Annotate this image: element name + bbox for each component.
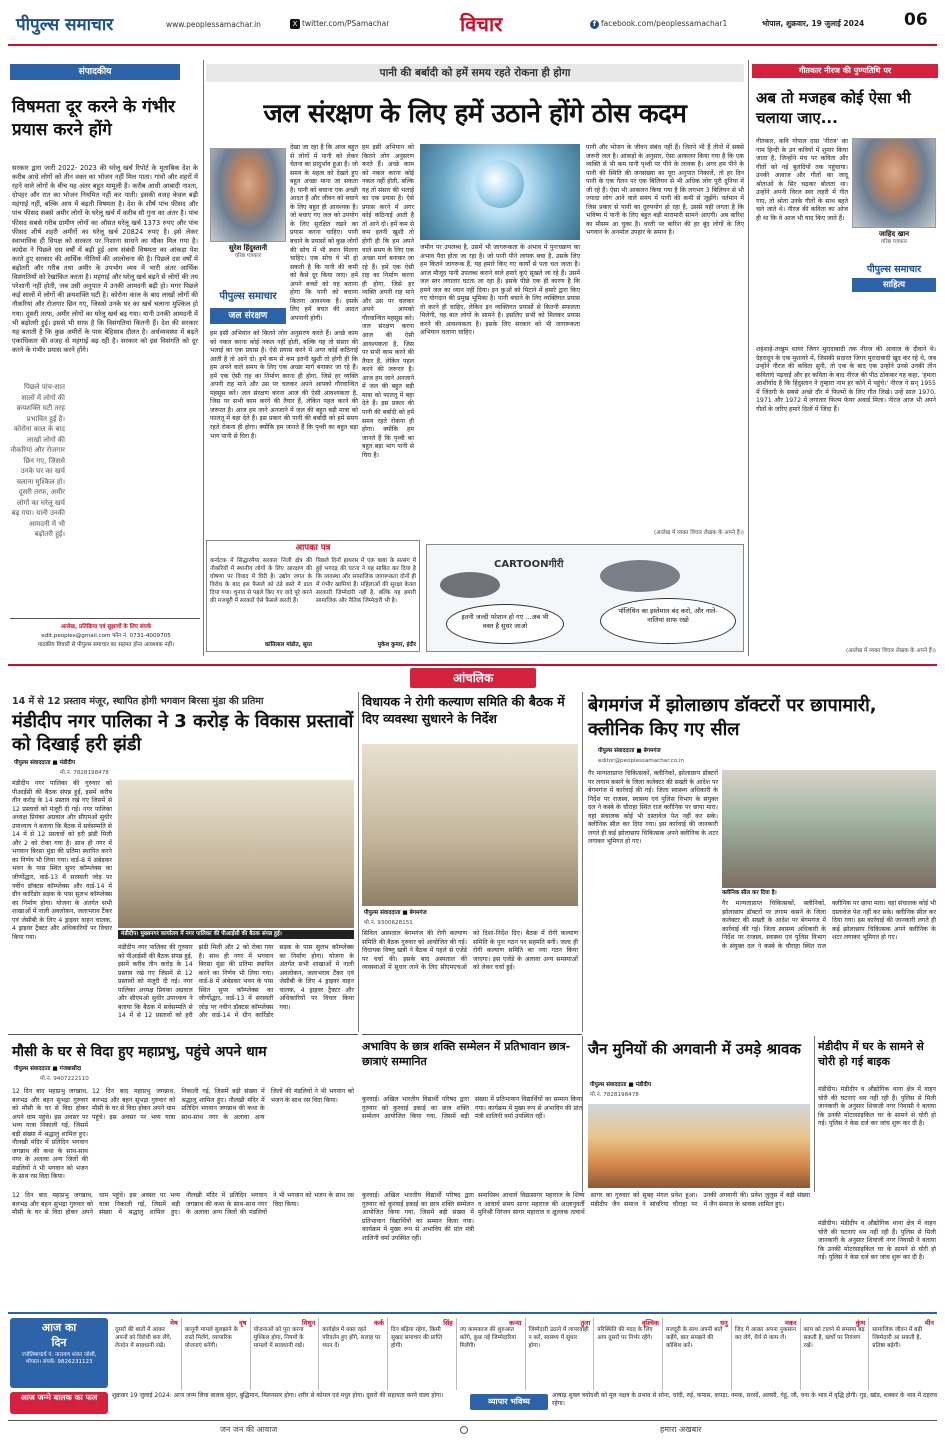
rashi-cell [181,1318,247,1390]
dateline: भोपाल, शुक्रवार, 19 जुलाई 2024 [762,19,865,28]
s1-photo [118,780,354,928]
rashi-text: मजदूरी के साथ अपनी बातें कहेंगे, बात समझने की कोशिश करें। [666,1327,723,1349]
letter-2: पिछले दिनों हाथरस में एक बाबा के सत्संग में हुई भगदड़ की घटना ने यह साबित कर दिया है कि व्यवस्था और सामाजिक जागरूकता दोनों ही में गंभीर खामियां हैं। महिलाओं की सुरक्षा केवल सरकारी जिम्मेदारी नहीं है, बल्कि यह हमारी सामाजिक और नैतिक जिम्मेदारी भी है। [316,558,416,604]
rashi-text: कार्यक्षेत्र में वक्त रहते परिवर्तन हुए होंगे, सलाह पर ध्यान दें। [322,1327,381,1349]
letters-title: आपका पत्र [280,542,346,554]
child-title: आज जन्मे बालक का फल [10,1392,108,1414]
horoscope-box [10,1318,108,1388]
rashi-text: नए कामकाज की शुरुआत करेंगे, कुछ नई जिम्मेदारियां मिलेंगी। [459,1327,517,1349]
rashi-name: वृश्चिक [641,1319,659,1327]
editorial-tag: संपादकीय [10,64,180,80]
section-title: विचार [460,12,503,36]
rashi-name: कुंभ [855,1319,866,1327]
x-icon: X [290,19,300,29]
main-col1: देखा जा रहा है कि आज बहुत से लोगों में पानी को लेकर चेतना का प्रादुर्भाव हुआ है। जो समय के महत्व को देखते हुए बहुत अच्छा माना जा सकता है। पानी को बचाना एक अच्छी आदत है और जीवन को बचाने के लिए बहुत ही आवश्यक है। जो बचाए गए जल को उपयोग के लिए सुरक्षित रखने का प्रयास करना चाहिए। पानी बचाने के प्रयासों को कुछ लोगों की सोच में भी स्थान मिलना चाहिए। एक सोच ये भी हो सकती है कि पानी की कमी को कैसे दूर किया जाए। हमें अपने बच्चों को यह बताना होगा कि पानी को बचाना कितना आवश्यक है। इसके लिए हमें बचत की आदत अपनानी होगी। [290,144,358,322]
rashi-grid [112,1318,937,1390]
s5-body: समाधिस्थ आचार्य विद्यासागर महाराज के शिष्य व आचार्य समय सागर महाराज की आज्ञानुवर्ती मुनिश्री निरंजन सागर महाराज व क्षुल्लक तत्वार्थ सागर का गुरुवार को सुबह मंगल प्रवेश हुआ। मंडीदीप जैन समाज ने सांवरिया चौराहा पर उनकी अगवानी की। प्रवेश जुलूस में बड़ी संख्या में जैन समाज के श्रावक शामिल हुए। [478,1192,810,1217]
rashi-text: काम को टालने से समस्या बढ़ सकती है, खर्चों पर नियंत्रण रखें। [803,1327,865,1349]
literature-divider [748,60,749,656]
page-number: 06 [904,10,928,30]
badge-topic: जल संरक्षण [210,308,286,324]
facebook-icon: f [590,20,599,29]
horoscope-astrologer: ज्योतिषाचार्य पं. नारायण शंकर जोशी, भोपाल। संपर्क: 9826231123 [21,1352,97,1366]
rashi-cell [250,1318,316,1390]
regional-rule-mid-2 [362,1034,582,1035]
rashi-cell [456,1318,522,1390]
regional-band: आंचलिक [410,668,536,688]
editorial-body: सरकार द्वारा जारी 2022- 2023 की घरेलू खर्च रिपोर्ट के मुताबिक देश के करीब आधे लोगों को तीन वक्त का भोजन नहीं मिल पाता। गांवों और शहरों में रहने वाले लोगों के बीच यह अंतर बहुत मामूली है। करीब आधी आबादी नाश्ता, दोपहर और रात का भोजन नियमित नहीं कर पाती। इसकी वजह केवल बढ़ी महंगाई नहीं, बल्कि आय में बढ़ती विषमता है। देश के शीर्ष पांच फीसद और पांच फीसद सबसे अमीर लोगों के घरेलू खर्च में करीब सौ गुना का अंतर है। पांच फीसद सबसे गरीब ग्रामीण लोगों का औसत घरेलू खर्च 1373 रुपए और पांच फीसद शीर्ष शहरी अमीरों का घरेलू खर्च 20824 रुपए है। इसे लेकर स्वाभाविक ही विपक्ष को सरकार पर निशाना साधने का मौका मिल गया है। कांग्रेस ने पिछले दस वर्षों में बढ़ी हुई आय संबंधी विषमता का आंकड़ा पेश करते हुए सरकार की आर्थिक नीतियों की आलोचना की है। पिछले दस वर्षों में बढ़ोतरी और गरीब तथा अमीर के उपभोग व्यय में भारी अंतर आर्थिक विसंगतियों को रेखांकित करता है। महंगाई और घरेलू खर्च बढ़ने से लोगों की तय परेशानी नहीं होती, जब उसी अनुपात में उनकी आमदनी बढ़ी हो। मगर पिछले कई सालों में लोगों की क्रयशक्ति घटी है। कोरोना काल के बाद लाखों लोगों की नौकरियां और रोजगार छिन गए, जिससे उनके घर का खर्च चलाना मुश्किल हो गया। दूसरी तरफ, अमीर लोगों का घरेलू खर्च बढ़ गया। यानी उनकी आमदनी में भी बढ़ोतरी हुई। इससे भी साफ है कि विसंगतियां कितनी हैं। देश की सरकार यह बताती है कि कुछ अमीरों के पास बेहिसाब दौलत है। अर्थव्यवस्था में बढ़ते एकाधिकार की वजह से महंगाई बढ़ रही है। सरकार को इस विसंगति को दूर करने के गंभीर प्रयास करने होंगे। [12,164,198,354]
rashi-text: कानूनी मामले सुलझाने के रास्ते मिलेंगे, व्यापारिक योजनाएं बनेंगी। [184,1327,238,1349]
s1-caption: मंडीदीप। मुख्यनगर कार्यालय में नगर पालिका की पीआईसी की बैठक संपन्न हुई। [118,930,354,939]
s3-byline: पीपुल्स संवाददाता ■ बेगमगंज [598,748,661,754]
regional-divider-4 [814,1036,815,1192]
s6-body-a: 12 दिन बाद महाप्रभु जगन्नाथ, बलभद्र और बहन सुभद्रा गुरुवार को मौसी के घर से विदा होकर अपने धाम पहुंचे। इस अवसर पर भव्य यात्रा निकाली गई, जिसमें बड़ी संख्या में श्रद्धालु शामिल हुए। नौलखी मंदिर में प्रतिदिन भगवान जगन्नाथ की कथा के साथ-साथ नगर के अलावा अन्य जिलों की मंडलियों ने भी भगवान को भजन के साथ रस विदा किया। [12,1088,88,1181]
s2-body: सिविल अस्पताल बेगमगंज की रोगी कल्याण समिति की बैठक गुरुवार को आयोजित की गई। विधायक विष्णु खत्री ने बैठक में पहले से एजेंडे पर चर्चा की। इसके बाद अस्पताल की व्यवस्थाओं में सुधार लाने के लिए सीएमएचओ को दिशा-निर्देश दिए। बैठक में रोगी कल्याण समिति के पुनः गठन पर सहमति बनी। जल्द ही रोगी कल्याण समिति का नया गठन किया जाएगा। इस एजेंडे के अलावा अन्य समस्याओं को लेकर चर्चा हुई। [362,930,578,972]
editorial-footer-note: पाठकीय विचारों से पीपुल्स समाचार का सहमत होना आवश्यक नहीं। [37,642,175,648]
s1-mobile: मो.नं. 7828198478 [60,770,109,776]
s1-body-b: मंडीदीप नगर पालिका की गुरुवार को पीआईसी की बैठक संपन्न हुई, इसमें करीब तीन करोड़ के 14 प्रस्ताव रखे गए जिसमें से 12 प्रस्तावों को मंजूरी दी गई। नगर पालिका अध्यक्ष प्रियंका अग्रवाल और सीएमओ सुधीर उपाध्याय ने बताया कि बैठक में सर्वसम्मति से 14 में से 12 प्रस्तावों को हरी झंडी मिली और 2 को रोका गया है। साथ ही नगर में भगवान बिरसा मुंडा की प्रतिमा स्थापित करने का निर्णय भी लिया गया। वार्ड-8 में अंबेडकर भवन के पास स्थित सुपर कॉम्प्लेक्स का जीर्णोद्धार, वार्ड-13 में सरस्वती जोड़ पर नवीन डॉक्टस कॉम्प्लेक्स और वार्ड-14 में ग्रीन कार्रिडोर सड़क के पास सुलभ कॉम्प्लेक्स का निर्माण होगा। योजना के अंतर्गत सभी शाखाओं में नाली अवलोकन, जलाभराव टैंकर एवं जेसीबी के लिए 4 ड्राइवर वाहन चालक, 4 ड्राइवर ट्रैक्टर और अधिकारियों पर विचार किया गया। [118,944,354,1020]
s5-byline: पीपुल्स संवाददाता ■ मंडीदीप [590,1082,652,1088]
regional-divider-2 [582,692,583,1032]
rashi-cell [318,1318,384,1390]
rashi-cell [662,1318,728,1390]
author-photo [210,148,286,242]
twitter-handle[interactable] [290,19,389,29]
main-footnote: (आलेख में व्यक्त विचार लेखक के अपने हैं।) [653,530,744,536]
regional-divider-1 [358,692,359,1032]
editorial-footer-rule [10,618,200,619]
main-kicker: पानी की बर्बादी को हमें समय रहते रोकना ही होगा [379,67,571,79]
s2-mobile: मो.नं. 9300628151 [364,920,413,926]
s3-caption: क्लीनिक सील कर दिया है। [722,890,777,896]
s4-body: कुरवाई। अखिल भारतीय विद्यार्थी परिषद द्वारा गुरुवार को कुरवाई इकाई का छात्र शक्ति सम्मेलन आयोजित किया गया, जिसमें बड़ी संख्या में प्रतिभावान विद्यार्थियों का सम्मान किया गया। कार्यक्रम में मुख्य रूप से अभाविप की प्रांत मंत्री शालिनी वर्मा उपस्थित रहीं। [362,1096,582,1121]
editorial-divider [203,60,204,656]
footer-right: हमारा अखबार [660,1425,702,1434]
main-col2-lower: हम इसी अभियान को कितने लोग अनुसरण करते हैं। अच्छे काम को नकल करना कोई नकल नहीं होती, बल्कि यह तो संसार की भलाई का एक प्रयास है। ऐसे प्रयास करने में अगर कोई कठिनाई आती है तो आने दो। हमें कम से कम इतनी खुशी तो होगी ही कि हम अपने वाले समय के लिए एक अच्छा मार्ग बनाकर जा रहे हैं। हमें एक ऐसी राह का निर्माण करना ही होगा, जिसे हर व्यक्ति अपनी राह माने और उस पर चलकर अपने आपको गौरवान्वित महसूस करे। जल संरक्षण करना आज की ऐसी आवश्यकता है, जिस पर सभी काम करने की तैयार हैं, लेकिन पहल करने की जरूरत है। आज हम जाने अनजाने में जल की बहुत बड़ी मात्रा को फालतू में बहा देते हैं। इस प्रकार की पानी की बर्बादी को हमें समय रहते रोकना ही होगा। क्योंकि हम जानते हैं कि पृथ्वी का बहुत बड़ा भाग पानी से घिरा है। [210,330,358,440]
s5-mobile: मो.नं. 7828198478 [590,1092,639,1098]
rashi-name: धनु [720,1319,728,1327]
regional-rule [8,664,937,666]
literature-author-name: जाहिद खान [878,230,910,238]
horoscope-title-2: दिन [51,1336,67,1349]
badge-brand: पीपुल्स समाचार [219,291,277,302]
rashi-text: जिद में आकर अपना नुकसान कर लेंगे, धैर्य से काम लें। [734,1327,796,1341]
trade-text: आषाढ़ शुक्ल त्रयोदशी को मूल नक्षत्र के प्रभाव से सोना, चांदी, रुई, कपास, कपड़ा, नमक, सरसों, अलसी, गेहूं, जौ, चना के भाव में वृद्धि होगी। गुड़, खांड, शक्कर के भाव में ठहराव रहेगा। [552,1392,937,1408]
rashi-name: वृष [239,1319,247,1327]
s6-body-b: 12 दिन बाद महाप्रभु जगन्नाथ, बलभद्र और बहन सुभद्रा गुरुवार को मौसी के घर से विदा होकर अपने धाम पहुंचे। इस अवसर पर भव्य यात्रा निकाली गई, जिसमें बड़ी संख्या में श्रद्धालु शामिल हुए। नौलखी मंदिर में प्रतिदिन भगवान जगन्नाथ की कथा के साथ-साथ नगर के अलावा अन्य जिलों की मंडलियों ने भी भगवान को भजन के साथ रस विदा किया। [92,1088,354,1121]
literature-author-photo [852,138,936,228]
rashi-text: जिम्मेदारी उठाने में लापरवाही न करें, स्वास्थ्य में सुधार होगा। [528,1327,589,1349]
main-headline: जल संरक्षण के लिए हमें उठाने होंगे ठोस कदम [263,99,687,129]
literature-body-2: शहंशाहे-तरन्नुम शायर जिगर मुरादाबादी तक नीरज की आवाज के दीवाने थे। देहरादून के एक मुशायरे में, जिसकी सदारत जिगर मुरादाबादी खुद कर रहे थे, जब उन्होंने नीरज की कविता सुनी, तो एक के बाद एक उन्होंने उनसे उनकी तीन कविताएं पढ़वाईं और हर कविता के बाद नीरज की पीठ ठोककर यह कहा, 'हमारा आशीर्वाद है कि हिंदुस्तान ने तुम्हारा नाम हर कोने में पहुंचे।' नीरज ने सन् 1955 में जिंदगी के सबसे अच्छे दौर में फिल्मों के लिए गीत लिखे। उन्हें साल 1970, 1971 और 1972 में लगातार फिल्म फेयर अवार्ड मिला। नीरज आज भी अपने गीतों के जरिए हमारे दिलों में जिंदा हैं। [756,346,936,413]
s3-body-a: गैर मान्यताप्राप्त चिकित्सकों, क्लीनिकों, झोलाछाप डॉक्टरों पर लगाम कसने के जिला कलेक्टर की सख्ती के आदेश पर बेगमगंज में कार्रवाई की गई। जिला स्वास्थ्य अधिकारी के निर्देश पर राजस्व, स्वास्थ्य एवं पुलिस विभाग के संयुक्त दल ने कस्बे के चौराहा स्थित राज क्लीनिक पर छापा मारा। वहां संचालक कोई भी दस्तावेज पेश नहीं कर सके। क्लीनिक सील कर दिया गया। इस कार्रवाई की जानकारी लगते ही कई झोलाछाप चिकित्सक अपने क्लीनिक के शटर लगाकर भूमिगत हो गए। [588,770,718,846]
s7-body-more: मंडीदीप। मंडीदीप व औद्योगिक थाना क्षेत्र में वाहन चोरी की घटनाएं थम नहीं रही हैं। पुलिस से मिली जानकारी के अनुसार शिवाजी नगर निवासी ने बताया कि उनकी मोटरसाइकिल घर के सामने से चोरी हो गई। पुलिस ने केस दर्ज कर जांच शुरू कर दी है। [818,1220,936,1262]
regional-rule-mid-1 [8,1034,358,1035]
rashi-name: कन्या [509,1319,522,1327]
s5-photo [588,1104,810,1188]
s3-email[interactable]: editor@peoplessamachar.co.in [598,758,685,764]
masthead [8,12,937,42]
cartoon-cloud-right [600,560,680,592]
s1-kicker: 14 में से 12 प्रस्ताव मंजूर, स्थापित होगी भगवान बिरसा मुंडा की प्रतिमा [12,696,264,707]
rashi-cell [800,1318,866,1390]
cartoon-bubble-2: पॉलिथिन का इस्तेमाल बंद करो, और नाले-नालियां साफ रखो [600,598,736,644]
literature-headline: अब तो मजहब कोई ऐसा भी चलाया जाए... [756,89,911,128]
header-rule [8,44,937,46]
s3-headline: बेगमगंज में झोलाछाप डॉक्टरों पर छापामारी, क्लीनिक किए गए सील [588,695,877,741]
facebook-handle[interactable] [590,19,727,29]
s7-headline: मंडीदीप में घर के सामने से चोरी हो गई बाइक [818,1040,924,1068]
s4-body-more: कुरवाई। अखिल भारतीय विद्यार्थी परिषद द्वारा गुरुवार को कुरवाई इकाई का छात्र शक्ति सम्मेलन आयोजित किया गया, जिसमें बड़ी संख्या में प्रतिभावान विद्यार्थियों का सम्मान किया गया। कार्यक्रम में मुख्य रूप से अभाविप की प्रांत मंत्री शालिनी वर्मा उपस्थित रहीं। [362,1192,474,1242]
horoscope-rule [8,1312,937,1314]
s2-photo [362,744,578,906]
author-role: वरिष्ठ पत्रकार [234,253,262,259]
literature-footnote: (आलेख में व्यक्त विचार लेखक के अपने हैं।) [845,648,936,654]
trade-title: व्यापार भविष्य [470,1394,548,1410]
literature-tag: गीतकार नीरज की पुण्यतिथि पर [752,64,938,78]
rashi-name: तुला [580,1319,591,1327]
main-col4: पानी और भोजन के जीवन संबंध नहीं हैं। जितने भी हैं तीनों में सबसे जरूरी जल है। आंकड़ों के अनुसार, ऐसा आकलन किया गया है कि एक व्यक्ति से भी कम पानी पृथ्वी पर पीने के लायक है। अगर हम पीने के पानी की स्थिति की जनसंख्या का पूरा अनुपात निकालें, तो हर दिन पानी के एक गैलन पर एक बिलियन से भी अधिक लोग पूरी दुनिया में जी रहे हैं। ऐसा भी आकलन किया गया है कि लगभग 3 बिलियन से भी ज्यादा लोग आने वाले समय में पानी की कमी से जूझेंगे। वर्तमान में जिस प्रकार से पानी का दुरुपयोग हो रहा है, उससे यही लगता है कि भविष्य में पानी के लिए बहुत बड़ी मारामारी सामने आएगी। अब बारिश का मौसम आ चुका है। धरती पर बारिश की हर बूंद लोगों के लिए भगवान के अनमोल उपहार के समान है। [586,144,744,237]
author-name: सुरेश हिंदुस्तानी [228,244,268,252]
main-col2: हम इसी अभियान को कितने लोग अनुसरण करते हैं। अच्छे काम को नकल करना कोई नकल नहीं होती, बल्कि यह तो संसार की भलाई का एक प्रयास है। ऐसे प्रयास करने में अगर कोई कठिनाई आती है तो आने दो। हमें कम से कम इतनी खुशी तो होगी ही कि हम अपने वाले समय के लिए एक अच्छा मार्ग बनाकर जा रहे हैं। हमें एक ऐसी राह का निर्माण करना ही होगा, जिसे हर व्यक्ति अपनी राह माने और उस पर चलकर अपने आपको गौरवान्वित महसूस करे। जल संरक्षण करना आज की ऐसी आवश्यकता है, जिस पर सभी काम करने की तैयार हैं, लेकिन पहल करने की जरूरत है। आज हम जाने अनजाने में जल की बहुत बड़ी मात्रा को फालतू में बहा देते हैं। इस प्रकार की पानी की बर्बादी को हमें समय रहते रोकना ही होगा। क्योंकि हम जानते हैं कि पृथ्वी का बहुत बड़ा भाग पानी से घिरा है। [362,144,414,459]
regional-divider-3 [582,1036,583,1192]
s6-body-more: 12 दिन बाद महाप्रभु जगन्नाथ, बलभद्र और बहन सुभद्रा गुरुवार को मौसी के घर से विदा होकर अपने धाम पहुंचे। इस अवसर पर भव्य यात्रा निकाली गई, जिसमें बड़ी संख्या में श्रद्धालु शामिल हुए। नौलखी मंदिर में प्रतिदिन भगवान जगन्नाथ की कथा के साथ-साथ नगर के अलावा अन्य जिलों की मंडलियों ने भी भगवान को भजन के साथ रस विदा किया। [12,1192,354,1217]
rashi-name: कर्क [374,1319,384,1327]
water-globe-photo [420,144,580,240]
rashi-name: मकर [784,1319,797,1327]
rashi-cell [731,1318,797,1390]
s7-body: मंडीदीप। मंडीदीप व औद्योगिक थाना क्षेत्र में वाहन चोरी की घटनाएं थम नहीं रही हैं। पुलिस से मिली जानकारी के अनुसार शिवाजी नगर निवासी ने बताया कि उनकी मोटरसाइकिल घर के सामने से चोरी हो गई। पुलिस ने केस दर्ज कर जांच शुरू कर दी है। [818,1086,936,1128]
rashi-name: मिथुन [301,1319,316,1327]
website-link[interactable]: www.peoplessamachar.in [166,20,261,29]
rashi-text: दूसरों की बातों में आकर अपनों को विरोधी बना लेंगे, लेनदेन में सावधानी रखें। [115,1327,172,1349]
s3-body-b: गैर मान्यताप्राप्त चिकित्सकों, क्लीनिकों, झोलाछाप डॉक्टरों पर लगाम कसने के जिला कलेक्टर की सख्ती के आदेश पर बेगमगंज में कार्रवाई की गई। जिला स्वास्थ्य अधिकारी के निर्देश पर राजस्व, स्वास्थ्य एवं पुलिस विभाग के संयुक्त दल ने कस्बे के चौराहा स्थित राज क्लीनिक पर छापा मारा। वहां संचालक कोई भी दस्तावेज पेश नहीं कर सके। क्लीनिक सील कर दिया गया। इस कार्रवाई की जानकारी लगते ही कई झोलाछाप चिकित्सक अपने क्लीनिक के शटर लगाकर भूमिगत हो गए। [722,900,936,950]
s6-mobile: मो.नं. 9407222110 [40,1076,89,1082]
main-kicker-bar [206,64,744,82]
editorial-pullquote: पिछले पांच-सात सालों में लोगों की क्रयशक्ति घटी तरह प्रभावित हुई है। कोरोना काल के बाद लाखों लोगों की नौकरियां और रोजगार छिन गए, जिससे उनके घर का खर्च चलाना मुश्किल हो। दूसरी तरफ, अमीर लोगों का घरेलू खर्च बढ़ गया। यानी उनकी आमदनी में भी बढ़ोतरी हुई। [10,382,68,576]
rashi-name: मेष [170,1319,178,1327]
cartoon-cloud-left [440,572,500,598]
literature-badge-topic: साहित्य [852,278,936,292]
editorial-footer-contact: आलेख, प्रतिक्रिया एवं सुझावों के लिए संपर्क [60,624,152,630]
s5-headline: जैन मुनियों की अगवानी में उमड़े श्रावक [588,1040,801,1058]
s1-headline: मंडीदीप नगर पालिका ने 3 करोड़ के विकास प्रस्तावों को दिखाई हरी झंडी [12,711,354,756]
s2-headline: विधायक ने रोगी कल्याण समिति की बैठक में दिए व्यवस्था सुधारने के निर्देश [362,694,565,726]
brand-logo: पीपुल्स समाचार [16,15,114,35]
rashi-cell [525,1318,591,1390]
facebook-text: facebook.com/peoplessamachar1 [601,19,728,28]
rashi-cell [593,1318,659,1390]
literature-body: गीतकार, कवि गोपाल दास 'नीरज' का नाम हिन्दी के उन कवियों में शुमार किया जाता है, जिन्होंने मंच पर कविता और गीतों को नई बुलंदियों तक पहुंचाया। उनकी आवाज और गीतों का जादू श्रोताओं के सिर चढ़कर बोलता था। उन्होंने अपनी विरल स्वर लहरी में गीत गाए, तो श्रोता उनके गीतों के साथ बहते चले जाते थे। नीरज की कविता का ओज ही था कि वे आज भी याद किए जाते हैं। [756,138,848,222]
s6-byline: पीपुल्स संवाददाता ■ गंजबासौदा [14,1066,82,1072]
horoscope-title-1: आज का [41,1321,77,1334]
letter-1-sign: कांतिलाल मांडोत, सूरत [264,642,312,648]
rashi-name: मीन [924,1319,934,1327]
s3-photo [722,770,936,888]
rashi-cell [868,1318,934,1390]
literature-author-role: वरिष्ठ पत्रकार [880,239,908,245]
editorial-footer-email[interactable]: edit.peoples@gmail.com फोन नं. 0731-4009705 [41,633,171,639]
s1-body-a: मंडीदीप नगर पालिका की गुरुवार को पीआईसी की बैठक संपन्न हुई, इसमें करीब तीन करोड़ के 14 प्रस्ताव रखे गए जिसमें से 12 प्रस्तावों को मंजूरी दी गई। नगर पालिका अध्यक्ष प्रियंका अग्रवाल और सीएमओ सुधीर उपाध्याय ने बताया कि बैठक में सर्वसम्मति से 14 में से 12 प्रस्तावों को हरी झंडी मिली और 2 को रोका गया है। साथ ही नगर में भगवान बिरसा मुंडा की प्रतिमा स्थापित करने का निर्णय भी लिया गया। वार्ड-8 में अंबेडकर भवन के पास स्थित सुपर कॉम्प्लेक्स का जीर्णोद्धार, वार्ड-13 में सरस्वती जोड़ पर नवीन डॉक्टस कॉम्प्लेक्स और वार्ड-14 में ग्रीन कार्रिडोर सड़क के पास सुलभ कॉम्प्लेक्स का निर्माण होगा। योजना के अंतर्गत सभी शाखाओं में नाली अवलोकन, जलाभराव टैंकर एवं जेसीबी के लिए 4 ड्राइवर वाहन चालक, 4 ड्राइवर ट्रैक्टर और अधिकारियों पर विचार किया गया। [12,780,112,941]
rashi-name: सिंह [443,1319,453,1327]
s4-headline: अभाविप के छात्र शक्ति सम्मेलन में प्रतिभावान छात्र-छात्राएं सम्मानित [362,1040,571,1068]
registration-mark [460,1426,468,1434]
rashi-cell [387,1318,453,1390]
editorial-headline: विषमता दूर करने के गंभीर प्रयास करने होंगे [12,97,175,140]
child-text: शुक्रवार 19 जुलाई 2024: आज जन्म लिया बालक सुंदर, बुद्धिमान, मिलनसार होगा। शरीर से कोमल एवं मधुर होगा। दूसरों की सहायता करने वाला होगा। [112,1392,444,1399]
cartoon-bubble-1: इतनी जल्दी परेशान हो गए ...अब भी वक्त है सुधर जाओ [446,604,564,644]
s2-byline: पीपुल्स संवाददाता ■ बेगमगंज [364,910,427,916]
footer-left: जन जन की आवाज [220,1425,278,1434]
rashi-cell [112,1318,178,1390]
twitter-text: twitter.com/PSamachar [302,19,390,28]
footer-rule [8,1420,937,1421]
rashi-text: सामाजिक जीवन में बड़ी जिम्मेदारी आ सकती है, प्रतिष्ठा बढ़ेगी। [872,1327,923,1349]
s6-headline: मौसी के घर से विदा हुए महाप्रभु, पहुंचे अपने धाम [12,1044,267,1060]
rashi-text: दिन बढ़िया रहेगा, किसी सुखद समाचार की प्राप्ति होगी। [391,1327,443,1349]
literature-badge-brand: पीपुल्स समाचार [866,264,922,275]
rashi-text: योजनाओं को पूरा करना मुश्किल होगा, नियमों के मामलों में सावधानी रखें। [253,1327,305,1349]
main-col3: जमीन पर उपलब्ध है, उसमें भी जागरूकता के अभाव में पुनःचक्रण का अभाव पैदा होता जा रहा है। जो पानी पीने लायक बचा है, उसके लिए हम कितने जागरूक हैं, यह हमारे किए गए कार्यों से पता चल जाता है। आज मौजूद पानी उपलब्ध कराने वाले हमारे कुएं सूखते जा रहे हैं। उसमें जल स्तर लगातार घटता जा रहा है। इसके पीछे एक ही कारण है कि हमने जल का ध्यान नहीं दिया। इन कुओं को मिटाने में हमारे द्वारा किए गए योगदान की प्रमुख भूमिका है। पानी बचाने के लिए व्यक्तिगत प्रयास तो करने ही चाहिए, लेकिन इन व्यक्तिगत प्रयासों से कितनी सफलता मिलेगी, यह बात लोगों के सामने है। इसलिए सभी को मिलकर प्रयास करने की आवश्यकता है। इसके लिए सरकार को भी जागरूकता अभियान चलाना चाहिए। [420,244,580,337]
letter-1: कर्नाटक में सिद्धारमैया सरकार निजी क्षेत्र की नौकरियों में स्थानीय लोगों के लिए आरक्षण की घोषणा पर विवाद में घिरी है। उद्योग जगत के विरोध के बाद इस फैसले को ठंडे बस्ते में डाल दिया गया। चुनाव से पहले किए गए वादे पूरे करने की मजबूरी में सरकारें ऐसे फैसले करती हैं। [210,558,312,604]
letter-2-sign: मुकेश कुमार, इंदौर [377,642,416,648]
rashi-text: परिस्थिति की मदद के लिए आप दूसरों पर निर्भर रहेंगे। [597,1327,653,1341]
s1-byline: पीपुल्स संवाददाता ■ मंडीदीप [14,760,76,766]
cartoon-title: CARTOONगीरी [494,559,564,570]
